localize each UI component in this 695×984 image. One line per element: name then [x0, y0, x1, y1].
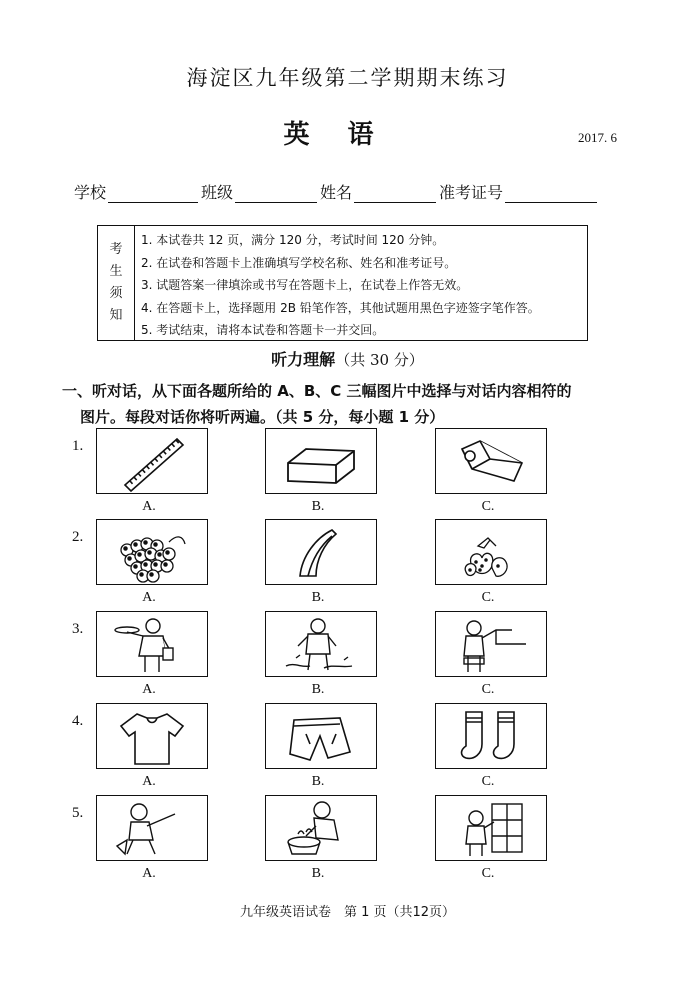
question-number: 3.: [72, 621, 84, 637]
question-2-option-b-picture[interactable]: [265, 519, 377, 585]
candidate-notice-box: [97, 225, 588, 341]
section-points: （共 30 分）: [335, 351, 424, 369]
notice-list: [135, 226, 540, 340]
school-label: 学校: [74, 183, 107, 202]
question-5-option-b-picture[interactable]: [265, 795, 377, 861]
ruler-icon: [97, 429, 207, 493]
option-label: A.: [142, 499, 156, 514]
grapes-icon: [97, 520, 207, 584]
question-2-option-a-picture[interactable]: [96, 519, 208, 585]
notice-item: 3. 试题答案一律填涂或书写在答题卡上，在试卷上作答无效。: [141, 278, 469, 292]
question-1-option-c-picture[interactable]: [435, 428, 547, 494]
option-label: C.: [481, 499, 495, 514]
washing-icon: [266, 796, 376, 860]
question-4-option-b-picture[interactable]: [265, 703, 377, 769]
notice-item: 4. 在答题卡上，选择题用 2B 铅笔作答，其他试题用黑色字迹签字笔作答。: [141, 300, 540, 315]
option-label: B.: [311, 682, 325, 697]
question-number: 5.: [72, 805, 84, 821]
question-3-option-b-picture[interactable]: [265, 611, 377, 677]
socks-icon: [436, 704, 546, 768]
t-shirt-icon: [97, 704, 207, 768]
option-label: B.: [311, 866, 325, 881]
strawberries-icon: [436, 520, 546, 584]
question-5-option-c-picture[interactable]: [435, 795, 547, 861]
question-number: 2.: [72, 529, 84, 545]
class-blank[interactable]: [235, 186, 317, 203]
page-footer: 九年级英语试卷 第 1 页（共12页）: [239, 905, 456, 920]
subject-title: 英语: [283, 120, 412, 150]
banana-icon: [266, 520, 376, 584]
waiter-icon: [97, 612, 207, 676]
option-label: A.: [142, 774, 156, 789]
option-label: B.: [311, 499, 325, 514]
option-label: C.: [481, 866, 495, 881]
question-4-option-c-picture[interactable]: [435, 703, 547, 769]
question-1-option-b-picture[interactable]: [265, 428, 377, 494]
teacher-icon: [436, 612, 546, 676]
class-label: 班级: [201, 183, 234, 202]
question-3-option-a-picture[interactable]: [96, 611, 208, 677]
student-info-line: [74, 180, 600, 203]
question-1-option-a-picture[interactable]: [96, 428, 208, 494]
eraser-icon: [266, 429, 376, 493]
shorts-icon: [266, 704, 376, 768]
question-4-option-a-picture[interactable]: [96, 703, 208, 769]
pencil-sharpener-icon: [436, 429, 546, 493]
cleaning-window-icon: [436, 796, 546, 860]
question-number: 4.: [72, 713, 84, 729]
question-3-option-c-picture[interactable]: [435, 611, 547, 677]
exam-id-blank[interactable]: [505, 186, 597, 203]
question-2-option-c-picture[interactable]: [435, 519, 547, 585]
option-label: A.: [142, 866, 156, 881]
name-blank[interactable]: [354, 186, 436, 203]
option-label: C.: [481, 774, 495, 789]
notice-item: 1. 本试卷共 12 页，满分 120 分，考试时间 120 分钟。: [141, 233, 445, 247]
farmer-icon: [266, 612, 376, 676]
part-one-instruction: 一、听对话，从下面各题所给的 A、B、C 三幅图片中选择与对话内容相符的 图片。每段对话你将听两遍。（共 5 分，每小题 1 分）: [62, 382, 572, 426]
notice-item: 2. 在试卷和答题卡上准确填写学校名称、姓名和准考证号。: [141, 255, 457, 270]
exam-id-label: 准考证号: [439, 183, 504, 202]
notice-item: 5. 考试结束，请将本试卷和答题卡一并交回。: [141, 323, 385, 337]
sweeping-icon: [97, 796, 207, 860]
option-label: C.: [481, 682, 495, 697]
exam-date: 2017. 6: [578, 130, 617, 145]
name-label: 姓名: [320, 183, 353, 202]
question-5-option-a-picture[interactable]: [96, 795, 208, 861]
option-label: A.: [142, 590, 156, 605]
notice-heading: 考 生 须 知: [98, 226, 135, 340]
question-number: 1.: [72, 438, 84, 454]
option-label: C.: [481, 590, 495, 605]
school-blank[interactable]: [108, 186, 198, 203]
section-title: 听力理解（共 30 分）: [271, 350, 424, 369]
option-label: B.: [311, 774, 325, 789]
page-title: 海淀区九年级第二学期期末练习: [186, 66, 509, 90]
option-label: A.: [142, 682, 156, 697]
option-label: B.: [311, 590, 325, 605]
